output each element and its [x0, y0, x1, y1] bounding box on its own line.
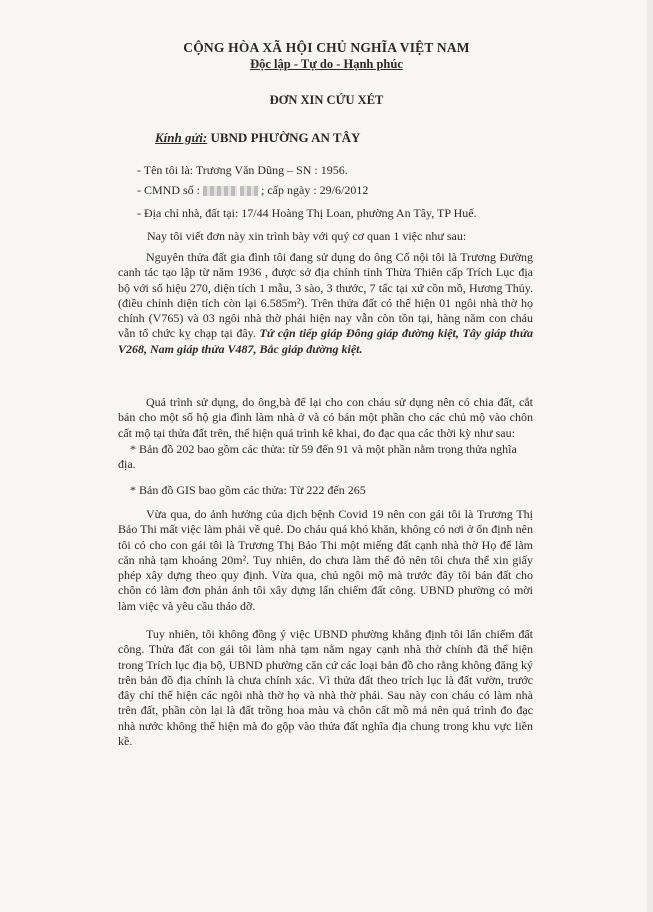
boundary-description: Tứ cận tiếp giáp Đông giáp đường kiệt, Tây giáp thửa V268, Nam giáp thửa V487, Bắc giáp đường kiệt.: [118, 326, 534, 356]
intro-line: Nay tôi viết đơn này xin trình bày với quý cơ quan 1 việc như sau:: [147, 229, 467, 243]
id-number-line: [137, 183, 368, 198]
paragraph-recent-events: Vừa qua, do ảnh hưởng của dịch bệnh Covid 19 nên con gái tôi là Trương Thị Bảo Thi mất việc làm phải về quê. Do cháu quá khó khăn, không có nơi ở ổn định nên tôi có cho con gái tôi là Trương Thị Bảo Thi một miếng đất cạnh nhà thờ Họ để làm căn nhà tạm khoảng 20m². Tuy nhiên, do chưa làm thể đỏ nên tôi chưa thể xin giấy phép xây dựng theo quy định. Vừa qua, chủ ngôi mộ mà trước đây tôi bán đất cho chôn có làm đơn phản ánh tôi xây dựng lấn chiếm đất công. UBND phường có mời làm việc và yêu cầu tháo dỡ.: [118, 507, 533, 613]
id-prefix: - CMND số :: [137, 183, 201, 197]
redacted-id-block-2: [240, 186, 258, 196]
scan-edge-shadow: [647, 0, 653, 912]
applicant-name-line: - Tên tôi là: Trương Văn Dũng – SN : 1956.: [137, 163, 348, 177]
recipient-line: [155, 130, 360, 146]
id-suffix: ; cấp ngày : 29/6/2012: [261, 183, 369, 197]
paragraph-objection: Tuy nhiên, tôi không đồng ý việc UBND phường khẳng định tôi lấn chiếm đất công. Thửa đất con gái tôi làm nhà tạm nằm ngay cạnh nhà thờ chính đã thể hiện trong Trích lục địa bộ, UBND phường căn cứ các loại bản đồ cho rằng không đăng ký trên bản đồ địa chính là chưa chính xác. Vì thửa đất theo trích lục là đất vườn, trước đây chỉ thể hiện các ngôi nhà thờ họ và nhà thờ phái. Sau này con cháu có làm nhà trên đất, phần còn lại là đất trồng hoa màu và chôn cất mồ mả nên quá trình đo đạc nhà nước không thể hiện mà đo gộp vào thửa đất nghĩa địa chung trong khu vực liền kề.: [118, 627, 533, 749]
paragraph-land-origin-text: Nguyên thửa đất gia đình tôi đang sử dụng do ông Cố nội tôi là Trương Đường canh tác tạo lập từ năm 1936 , được sở địa chính tỉnh Thừa Thiên cấp Trích Lục địa bộ với số hiệu 270, diện tích 1 mẫu, 3 sào, 3 thước, 7 tấc tại xứ cồn mồ, Hương Thủy. (điều chỉnh diện tích còn lại 6.585m²). Trên thửa đất có thể hiện 01 ngôi nhà thờ họ chính (V765) và 03 ngôi nhà thờ phái hiện nay vẫn còn tồn tại, hàng năm con cháu vẫn tổ chức kỵ chạp tại đây.: [118, 250, 533, 341]
document-title: ĐƠN XIN CỨU XÉT: [269, 93, 384, 107]
paragraph-usage-history: Quá trình sử dụng, do ông,bà để lại cho con cháu sử dụng nên có chia đất, cắt bán cho một số hộ gia đình làm nhà ở và có bán một phần cho các chủ mộ vào chôn cất mộ tại thửa đất trên, thể hiện quá trình kê khai, đo đạc qua các thời kỳ như sau:: [118, 395, 533, 440]
motto-text: Độc lập - Tự do - Hạnh phúc: [250, 57, 403, 71]
bullet-map-gis: * Bản đồ GIS bao gồm các thửa: Từ 222 đến 265: [130, 483, 366, 497]
recipient-name: UBND PHƯỜNG AN TÂY: [210, 130, 361, 145]
redacted-id-block: [203, 186, 237, 196]
bullet-map-202: * Bản đồ 202 bao gồm các thửa: từ 59 đến 91 và một phần nằm trong thửa nghĩa địa.: [118, 442, 517, 472]
national-title: CỘNG HÒA XÃ HỘI CHỦ NGHĨA VIỆT NAM: [183, 40, 470, 55]
motto: [0, 57, 653, 72]
paragraph-land-origin: [118, 250, 533, 357]
recipient-label: Kính gửi:: [155, 130, 208, 145]
address-line: - Địa chỉ nhà, đất tại: 17/44 Hoàng Thị Loan, phường An Tây, TP Huế.: [137, 206, 477, 220]
